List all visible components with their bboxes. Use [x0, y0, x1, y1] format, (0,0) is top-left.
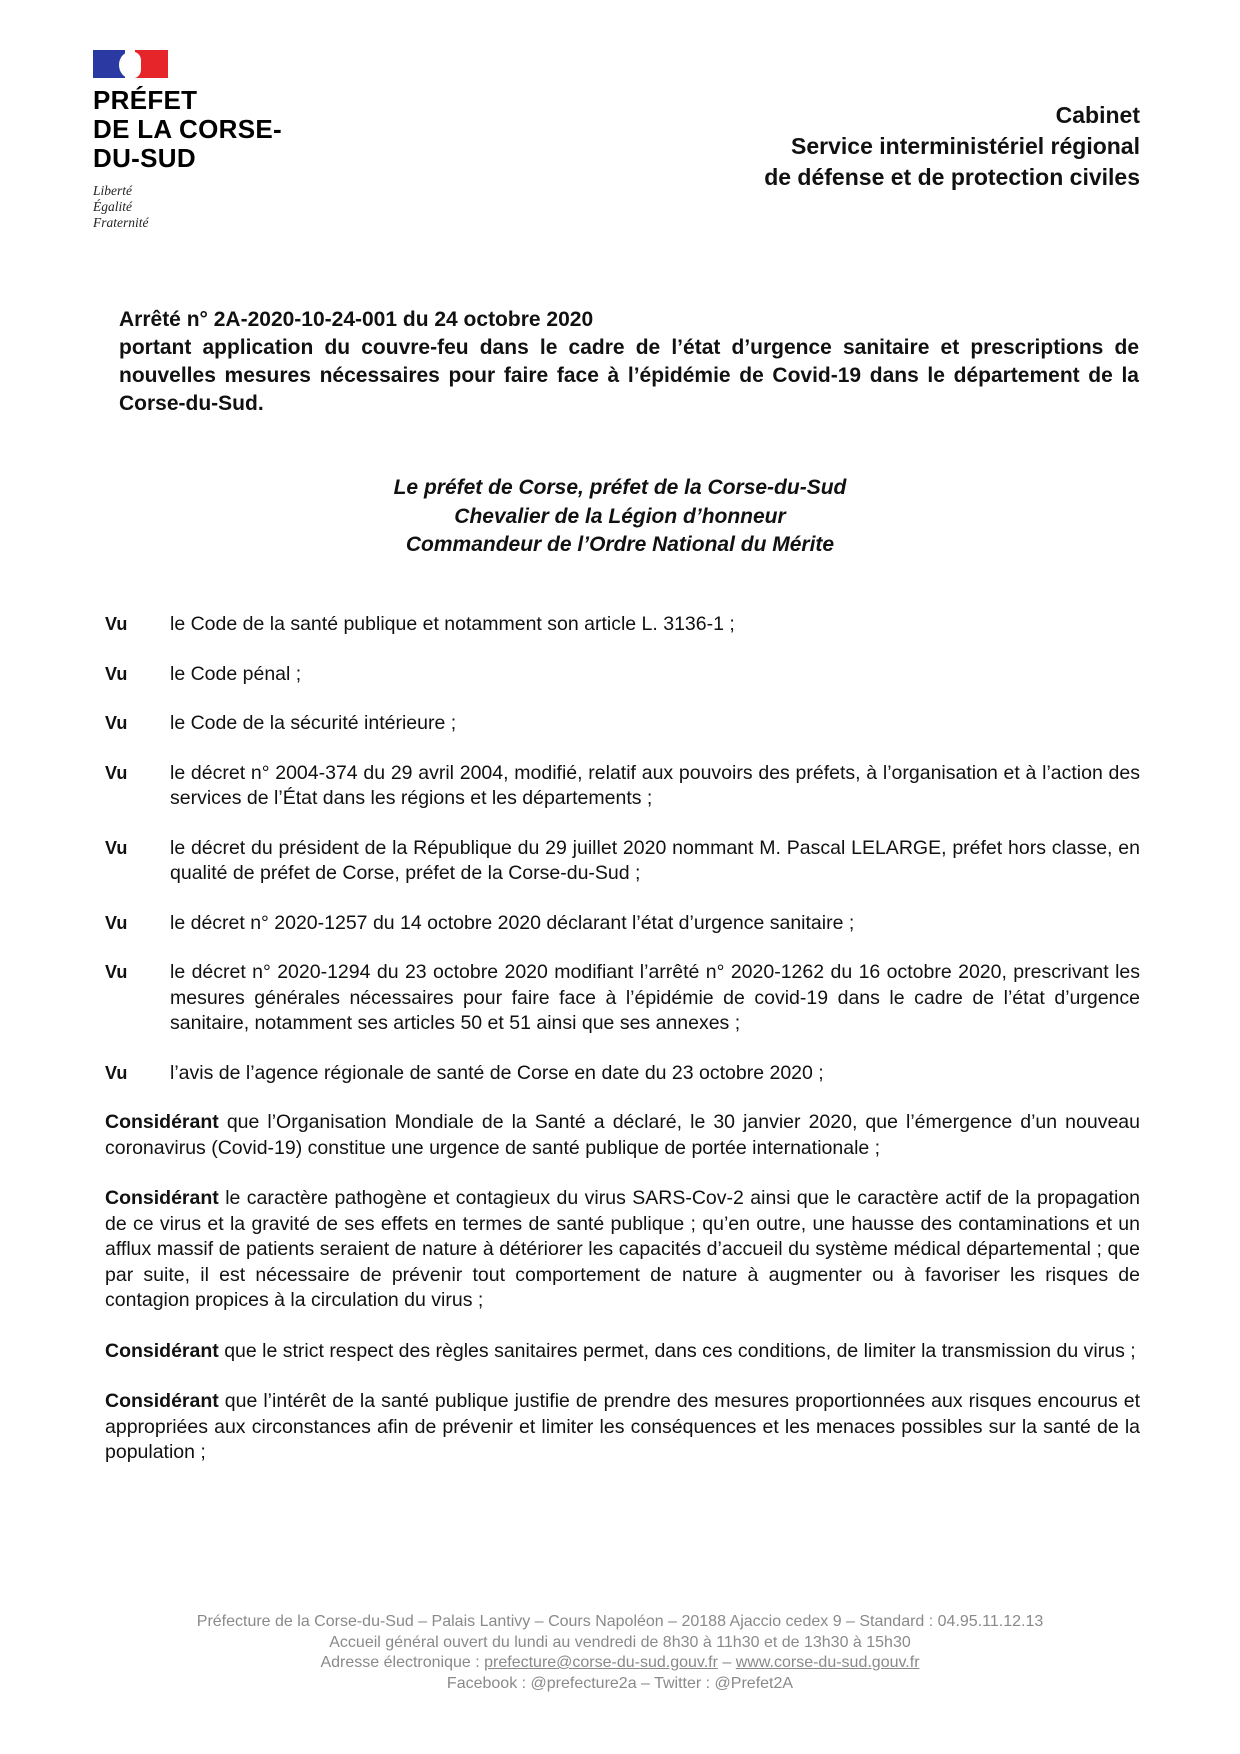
visa-item: Vu l’avis de l’agence régionale de santé de Corse en date du 23 octobre 2020 ;: [105, 1061, 824, 1084]
footer-contact: Adresse électronique : prefecture@corse-du-sud.gouv.fr – www.corse-du-sud.gouv.fr: [320, 1654, 920, 1671]
arrete-title: [119, 306, 1139, 418]
service-header: Cabinet Service interministériel régional de défense et de protection civiles: [764, 102, 1140, 190]
prefet-titles: Le préfet de Corse, préfet de la Corse-du-Sud Chevalier de la Légion d’honneur Commandeur de l’Ordre National du Mérite: [393, 476, 847, 556]
arrete-number: Arrêté n° 2A-2020-10-24-001 du 24 octobre 2020: [119, 308, 594, 331]
considerant-item: Considérant que l’Organisation Mondiale de la Santé a déclaré, le 30 janvier 2020, que l’émergence d’un nouveau coronavirus (Covid-19) constitue une urgence de santé publique de portée internationale ;: [105, 1111, 1140, 1159]
republic-motto: Liberté Égalité Fraternité: [93, 183, 149, 230]
footer-address: Préfecture de la Corse-du-Sud – Palais Lantivy – Cours Napoléon – 20188 Ajaccio cedex 9 – Standard : 04.95.11.12.13: [196, 1613, 1044, 1630]
visa-item: Vu le Code de la sécurité intérieure ;: [105, 712, 457, 734]
arrete-subject: portant application du couvre-feu dans le cadre de l’état d’urgence sanitaire et prescriptions de nouvelles mesures nécessaires pour faire face à l’épidémie de Covid-19 dans le département de la Corse-du-Sud.: [119, 336, 1139, 415]
considerant-item: Considérant que l’intérêt de la santé publique justifie de prendre des mesures proportionnées aux risques encourus et appropriées aux circonstances afin de prévenir et limiter les conséquences et les menaces possibles sur la santé de la population ;: [105, 1390, 1141, 1463]
marianne-flag-icon: [93, 50, 168, 78]
visa-item: Vu le Code pénal ;: [105, 662, 302, 685]
footer-social: Facebook : @prefecture2a – Twitter : @Prefet2A: [446, 1674, 794, 1692]
considerant-item: Considérant que le strict respect des règles sanitaires permet, dans ces conditions, de limiter la transmission du virus ;: [105, 1339, 1136, 1362]
visa-item: Vu le décret n° 2004-374 du 29 avril 2004, modifié, relatif aux pouvoirs des préfets, à l’organisation et à l’action des services de l’État dans les régions et les départements ;: [105, 761, 1140, 809]
email-link[interactable]: prefecture@corse-du-sud.gouv.fr: [484, 1654, 718, 1671]
considerant-item: Considérant le caractère pathogène et contagieux du virus SARS-Cov-2 ainsi que le caractère actif de la propagation de ce virus et la gravité de ses effets en termes de santé publique ; qu’en outre, une hausse des contaminations et un afflux massif de patients seraient de nature à détériorer les capacités d’accueil du système médical départemental ; que par suite, il est nécessaire de prévenir tout comportement de nature à augmenter ou à favoriser les risques de contagion propices à la circulation du virus ;: [105, 1187, 1141, 1311]
visa-item: Vu le décret du président de la République du 29 juillet 2020 nommant M. Pascal LELARGE, préfet hors classe, en qualité de préfet de Corse, préfet de la Corse-du-Sud ;: [105, 836, 1140, 884]
page-footer: [0, 1612, 1240, 1694]
document-body: [105, 612, 1140, 1491]
footer-hours: Accueil général ouvert du lundi au vendredi de 8h30 à 11h30 et de 13h30 à 15h30: [329, 1633, 911, 1651]
website-link[interactable]: www.corse-du-sud.gouv.fr: [735, 1654, 920, 1671]
prefecture-logo: [93, 50, 293, 231]
visa-item: Vu le Code de la santé publique et notamment son article L. 3136-1 ;: [105, 613, 735, 635]
logo-title: PRÉFET DE LA CORSE- DU-SUD: [93, 85, 282, 173]
visa-item: Vu le décret n° 2020-1294 du 23 octobre 2020 modifiant l’arrêté n° 2020-1262 du 16 octobre 2020, prescrivant les mesures générales nécessaires pour faire face à l’épidémie de covid-19 dans le cadre de l’état d’urgence sanitaire, notamment ses articles 50 et 51 ainsi que ses annexes ;: [105, 961, 1140, 1034]
visa-item: Vu le décret n° 2020-1257 du 14 octobre 2020 déclarant l’état d’urgence sanitaire ;: [105, 911, 855, 934]
